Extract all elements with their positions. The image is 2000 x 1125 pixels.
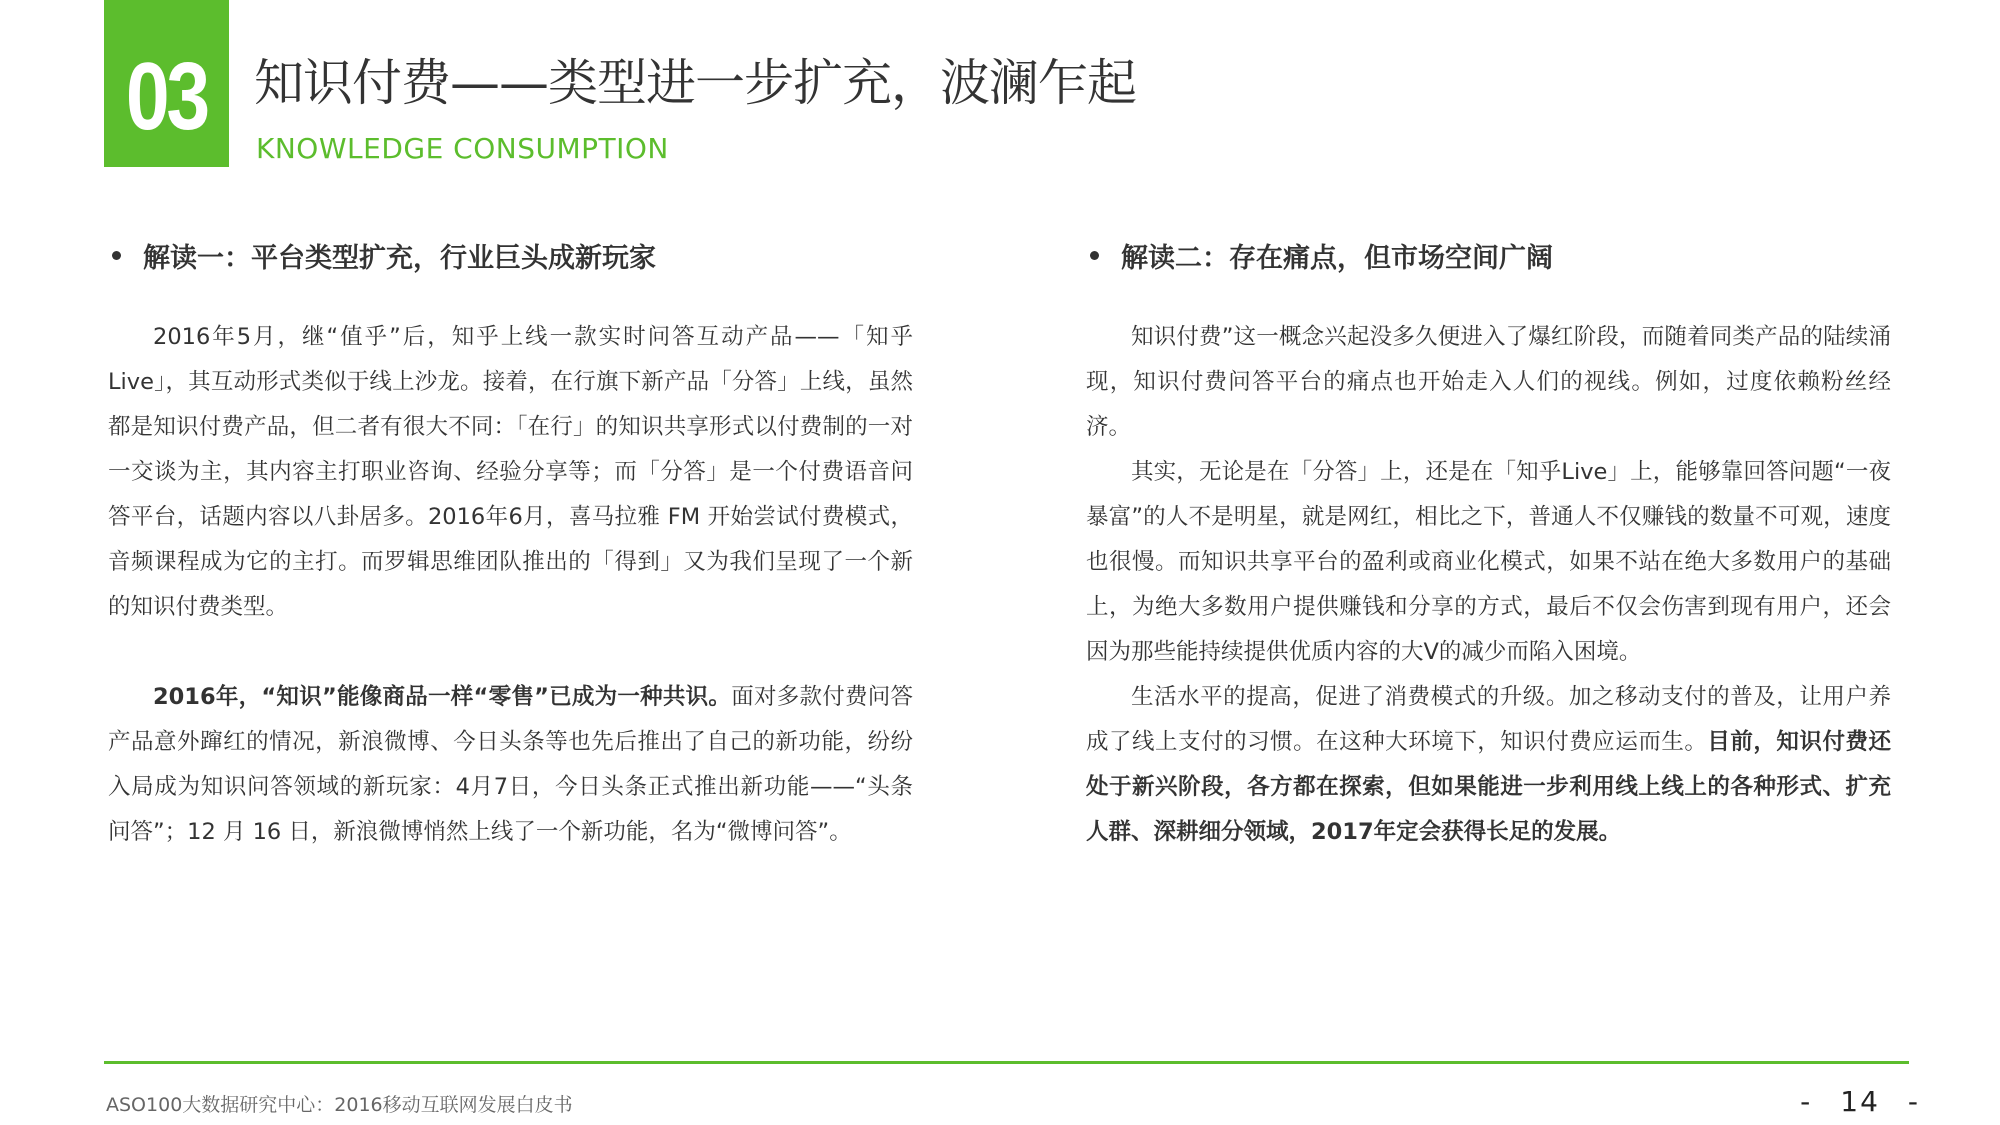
right-paragraph-1-text: 知识付费”这一概念兴起没多久便进入了爆红阶段，而随着同类产品的陆续涌现，知识付费问答平台的痛点也开始走入人们的视线。例如，过度依赖粉丝经济。 — [1086, 324, 1891, 440]
page-number-dash-left: - — [1800, 1085, 1813, 1118]
page-number — [1800, 1085, 1920, 1118]
page-number-dash-right: - — [1907, 1085, 1920, 1118]
right-paragraph-1 — [1086, 315, 1891, 450]
bullet-icon — [1090, 251, 1099, 260]
page-title: 知识付费——类型进一步扩充，波澜乍起 — [254, 54, 1136, 112]
left-heading-text: 解读一：平台类型扩充，行业巨头成新玩家 — [143, 243, 656, 274]
page-subtitle: KNOWLEDGE CONSUMPTION — [256, 132, 669, 165]
section-number: 03 — [125, 43, 208, 150]
right-paragraph-2 — [1086, 450, 1891, 675]
right-column — [1086, 236, 1891, 855]
right-paragraph-2-text: 其实，无论是在「分答」上，还是在「知乎Live」上，能够靠回答问题“一夜暴富”的人不是明星，就是网红，相比之下，普通人不仅赚钱的数量不可观，速度也很慢。而知识共享平台的盈利或商业化模式，如果不站在绝大多数用户的基础上，为绝大多数用户提供赚钱和分享的方式，最后不仅会伤害到现有用户，还会因为那些能持续提供优质内容的大V的减少而陷入困境。 — [1086, 459, 1891, 665]
left-column — [108, 236, 913, 855]
page-number-value: 14 — [1840, 1085, 1880, 1118]
section-number-block — [104, 0, 229, 167]
footer-divider — [104, 1061, 1909, 1064]
left-paragraph-2 — [108, 675, 913, 855]
footer-source: ASO100大数据研究中心：2016移动互联网发展白皮书 — [106, 1094, 573, 1116]
left-paragraph-2-bold: 2016年，“知识”能像商品一样“零售”已成为一种共识。 — [153, 684, 732, 710]
left-paragraph-2-text: 面对多款付费问答产品意外蹿红的情况，新浪微博、今日头条等也先后推出了自己的新功能，纷纷入局成为知识问答领域的新玩家：4月7日，今日头条正式推出新功能——“头条问答”；12 月 16 日，新浪微博悄然上线了一个新功能，名为“微博问答”。 — [108, 684, 913, 845]
right-column-heading — [1086, 236, 1891, 275]
left-paragraph-1-text: 2016年5月，继“值乎”后，知乎上线一款实时问答互动产品——「知乎Live」，其互动形式类似于线上沙龙。接着，在行旗下新产品「分答」上线，虽然都是知识付费产品，但二者有很大不同：「在行」的知识共享形式以付费制的一对一交谈为主，其内容主打职业咨询、经验分享等；而「分答」是一个付费语音问答平台，话题内容以八卦居多。2016年6月，喜马拉雅 FM 开始尝试付费模式，音频课程成为它的主打。而罗辑思维团队推出的「得到」又为我们呈现了一个新的知识付费类型。 — [108, 324, 913, 620]
right-paragraph-3-text: 生活水平的提高，促进了消费模式的升级。加之移动支付的普及，让用户养成了线上支付的习惯。在这种大环境下，知识付费应运而生。 — [1086, 684, 1891, 755]
right-paragraph-3-bold: 目前，知识付费还处于新兴阶段，各方都在探索，但如果能进一步利用线上线上的各种形式、扩充人群、深耕细分领域，2017年定会获得长足的发展。 — [1086, 729, 1891, 845]
right-heading-text: 解读二：存在痛点，但市场空间广阔 — [1121, 243, 1553, 274]
right-paragraph-3 — [1086, 675, 1891, 855]
bullet-icon — [112, 251, 121, 260]
left-column-heading — [108, 236, 913, 275]
left-paragraph-1 — [108, 315, 913, 630]
